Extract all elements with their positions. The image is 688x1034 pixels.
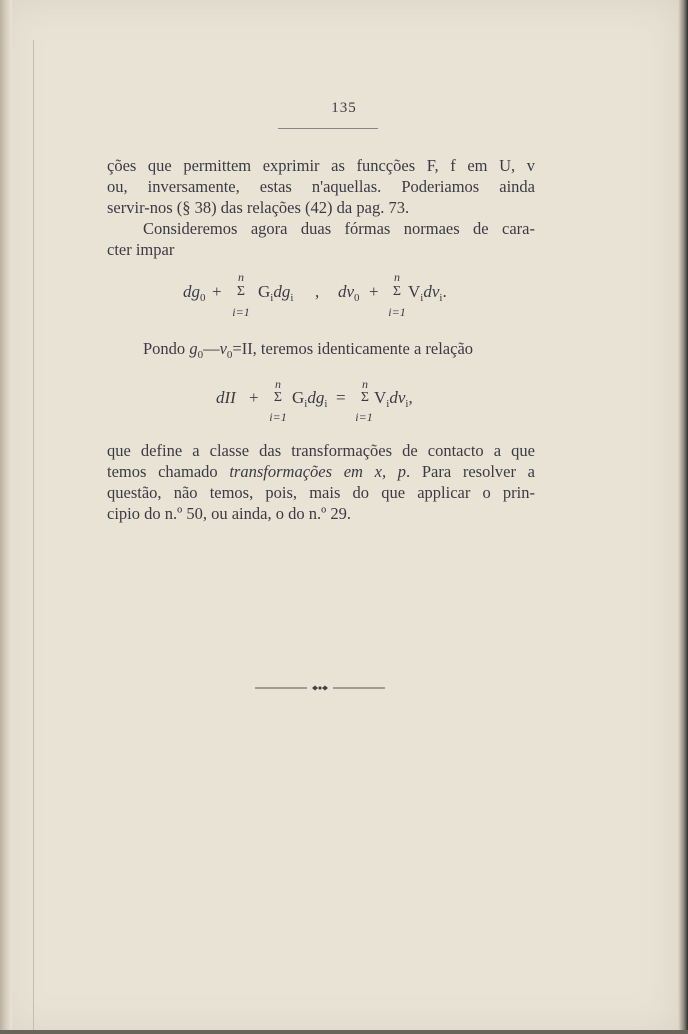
formula-1-plus-2: +: [369, 282, 379, 301]
formula-1-sum2-symbol: Σ: [392, 284, 402, 299]
formula-1-left-term: $G_idg_i$: [258, 282, 294, 304]
formula-2-sum-lower: i=1: [269, 410, 287, 424]
page-number: 135: [331, 100, 357, 116]
formula-2-term: $G_idg_i$: [292, 388, 328, 410]
paragraph-2-line-1: Consideremos agora duas fórmas normaes de cara-: [143, 219, 535, 238]
formula-1-sum-upper: n: [238, 270, 244, 284]
page-right-edge: [678, 0, 688, 1034]
formula-2-rhs-lower: i=1: [355, 410, 373, 424]
paragraph-4-line-2: temos chamado transformações em x, p. Para resolver a: [107, 462, 535, 481]
paragraph-2-line-2: cter impar: [107, 240, 175, 259]
paragraph-1-line-3: servir-nos (§ 38) das relações (42) da pag. 73.: [107, 198, 410, 217]
header-rule: [278, 128, 378, 129]
formula-1-right-term: $V_idv_i$.: [408, 282, 447, 304]
paragraph-1-line-2: ou, inversamente, estas n'aquellas. Poderiamos ainda: [107, 177, 535, 196]
paragraph-4-line-3: questão, não temos, pois, mais do que applicar o prin-: [107, 483, 535, 502]
page-left-edge: [0, 0, 12, 1034]
formula-2-sum-symbol: Σ: [273, 390, 283, 405]
formula-1-left-head: $dg_0$: [183, 282, 206, 304]
formula-1-comma: ,: [315, 282, 320, 301]
paragraph-4-line-4: cipio do n.º 50, ou ainda, o do n.º 29.: [107, 504, 351, 523]
formula-1-sum2-upper: n: [394, 270, 400, 284]
formula-1-sum-symbol: Σ: [236, 284, 246, 299]
paragraph-4-line-1: que define a classe das transformações de contacto a que: [107, 441, 535, 460]
formula-1-right-head: $dv_0$: [338, 282, 360, 304]
formula-1-sum-lower: i=1: [232, 305, 250, 319]
formula-1-sum2-lower: i=1: [388, 305, 406, 319]
gutter-line: [33, 40, 34, 1034]
formula-2-equals: =: [336, 388, 346, 407]
end-ornament: [255, 682, 385, 694]
paragraph-1-line-1: ções que permittem exprimir as funcções F, f em U, v: [107, 156, 535, 175]
formula-2-rhs-symbol: Σ: [360, 390, 370, 405]
formula-2-plus: +: [249, 388, 259, 407]
formula-2-head: dII: [216, 388, 236, 407]
page-bottom-edge: [0, 1030, 688, 1034]
formula-2-rhs-upper: n: [362, 377, 368, 391]
formula-1-plus: +: [212, 282, 222, 301]
formula-2-rhs-term: $V_idv_i$,: [374, 388, 413, 410]
paragraph-3: Pondo $g_0—v_0=II$, teremos identicamente a relação: [143, 339, 474, 361]
formula-2-sum-upper: n: [275, 377, 281, 391]
